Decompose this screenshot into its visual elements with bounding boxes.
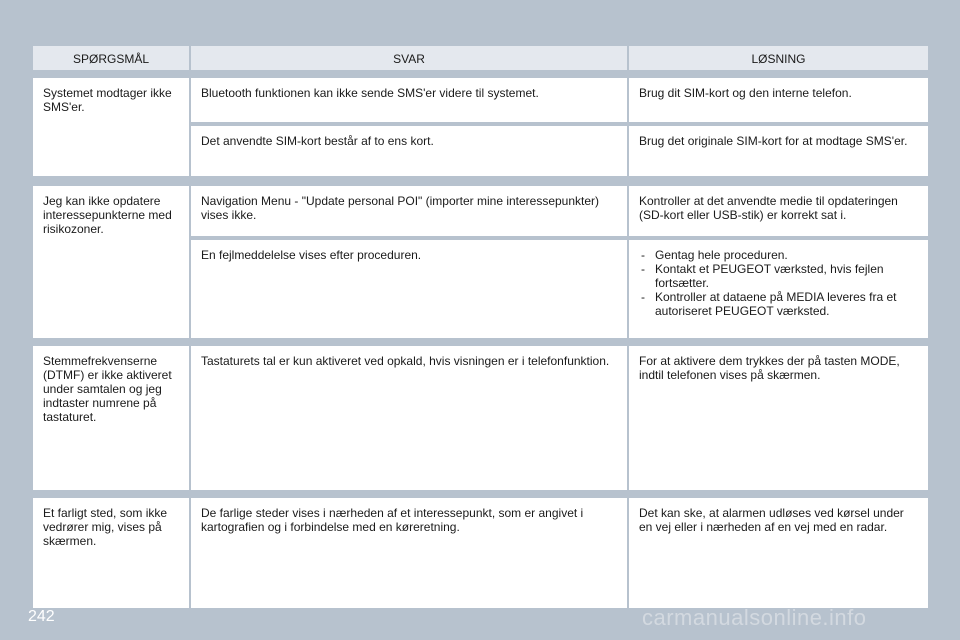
answer-cell-poi-menu: Navigation Menu - "Update personal POI" (importer mine interessepunkter) vises ikke. xyxy=(191,186,627,236)
solution-cell-poi-error xyxy=(629,240,928,338)
answer-cell-sms-bluetooth: Bluetooth funktionen kan ikke sende SMS'er videre til systemet. xyxy=(191,78,627,122)
header-solution: LØSNING xyxy=(629,46,928,70)
answer-cell-danger: De farlige steder vises i nærheden af et interessepunkt, som er angivet i kartografien og i forbindelse med en køreretning. xyxy=(191,498,627,608)
answer-cell-poi-error: En fejlmeddelelse vises efter proceduren. xyxy=(191,240,627,338)
question-cell-danger: Et farligt sted, som ikke vedrører mig, vises på skærmen. xyxy=(33,498,189,608)
solution-cell-sms-simcard: Brug det originale SIM-kort for at modtage SMS'er. xyxy=(629,126,928,176)
list-item: - Kontroller at dataene på MEDIA leveres fra et autoriseret PEUGEOT værksted. xyxy=(639,290,918,318)
list-item: - Gentag hele proceduren. xyxy=(639,248,918,262)
question-cell-sms: Systemet modtager ikke SMS'er. xyxy=(33,78,189,176)
header-question: SPØRGSMÅL xyxy=(33,46,189,70)
list-item: - Kontakt et PEUGEOT værksted, hvis fejlen fortsætter. xyxy=(639,262,918,290)
watermark: carmanualsonline.info xyxy=(642,605,867,630)
solution-cell-danger: Det kan ske, at alarmen udløses ved kørsel under en vej eller i nærheden af en vej med en radar. xyxy=(629,498,928,608)
answer-cell-dtmf: Tastaturets tal er kun aktiveret ved opkald, hvis visningen er i telefonfunktion. xyxy=(191,346,627,490)
solution-cell-poi-menu: Kontroller at det anvendte medie til opdateringen (SD-kort eller USB-stik) er korrekt sat i. xyxy=(629,186,928,236)
page-number: 242 xyxy=(28,608,55,625)
answer-cell-sms-simcard: Det anvendte SIM-kort består af to ens kort. xyxy=(191,126,627,176)
question-cell-dtmf: Stemmefrekvenserne (DTMF) er ikke aktiveret under samtalen og jeg indtaster numrene på tastaturet. xyxy=(33,346,189,490)
question-cell-poi: Jeg kan ikke opdatere interessepunkterne med risikozoner. xyxy=(33,186,189,338)
header-answer: SVAR xyxy=(191,46,627,70)
solution-list xyxy=(639,248,918,318)
solution-cell-sms-bluetooth: Brug dit SIM-kort og den interne telefon. xyxy=(629,78,928,122)
solution-cell-dtmf: For at aktivere dem trykkes der på tasten MODE, indtil telefonen vises på skærmen. xyxy=(629,346,928,490)
